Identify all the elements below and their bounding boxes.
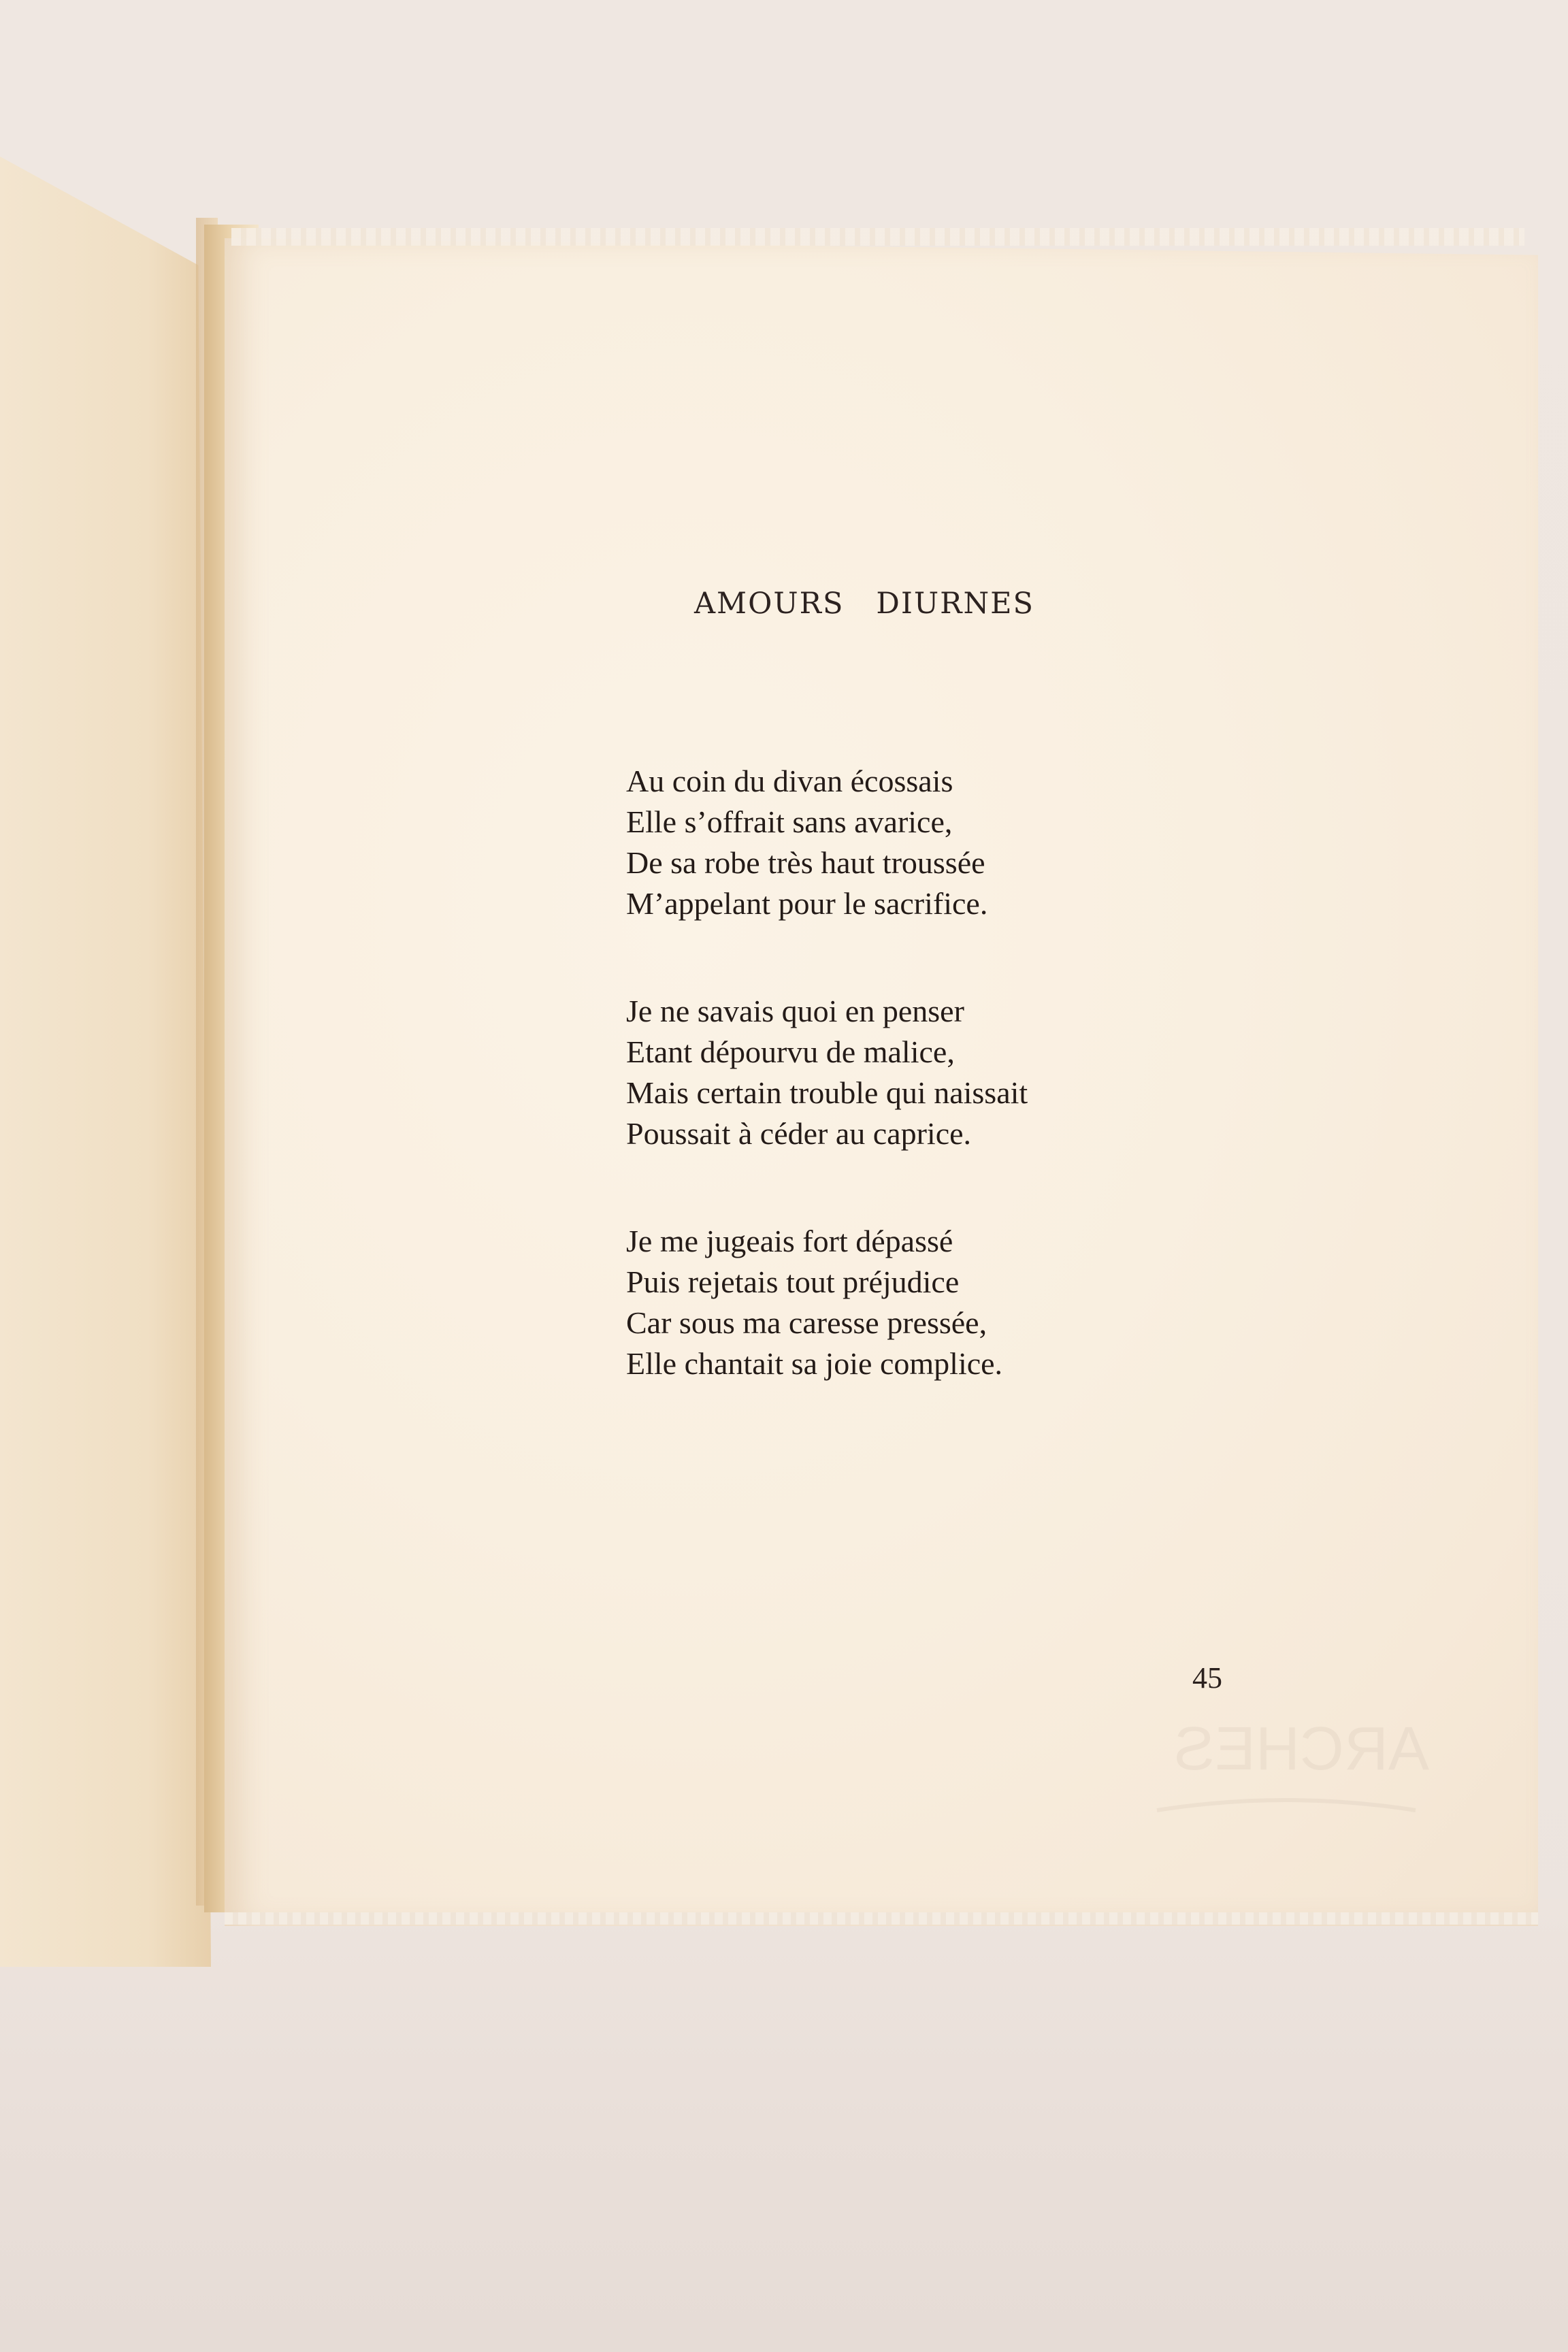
poem-line: De sa robe très haut troussée (626, 845, 985, 880)
poem-line: Elle chantait sa joie complice. (626, 1346, 1003, 1381)
poem-line: Puis rejetais tout préjudice (626, 1264, 960, 1299)
stanza-3 (626, 1221, 1143, 1384)
paper-watermark (1116, 1708, 1456, 1831)
poem-line: M’appelant pour le sacrifice. (626, 886, 988, 921)
deckle-edge-bottom (225, 1912, 1538, 1925)
poem-line: Poussait à céder au caprice. (626, 1116, 972, 1151)
table-surface (0, 1899, 1568, 2352)
deckle-edge-top (231, 228, 1524, 246)
stanza-2 (626, 991, 1143, 1154)
poem-line: Car sous ma caresse pressée, (626, 1305, 987, 1340)
left-page (0, 157, 211, 1967)
watermark-text: ARCHES (1173, 1715, 1429, 1783)
poem-line: Etant dépourvu de malice, (626, 1034, 955, 1069)
poem-line: Elle s’offrait sans avarice, (626, 804, 953, 839)
poem-line: Au coin du divan écossais (626, 764, 953, 798)
poem (626, 761, 1143, 1451)
poem-line: Mais certain trouble qui naissait (626, 1075, 1028, 1110)
poem-line: Je ne savais quoi en penser (626, 994, 964, 1028)
page-number: 45 (1192, 1661, 1222, 1695)
poem-title: AMOURS DIURNES (694, 587, 1034, 621)
poem-line: Je me jugeais fort dépassé (626, 1224, 953, 1258)
stanza-1 (626, 761, 1143, 924)
